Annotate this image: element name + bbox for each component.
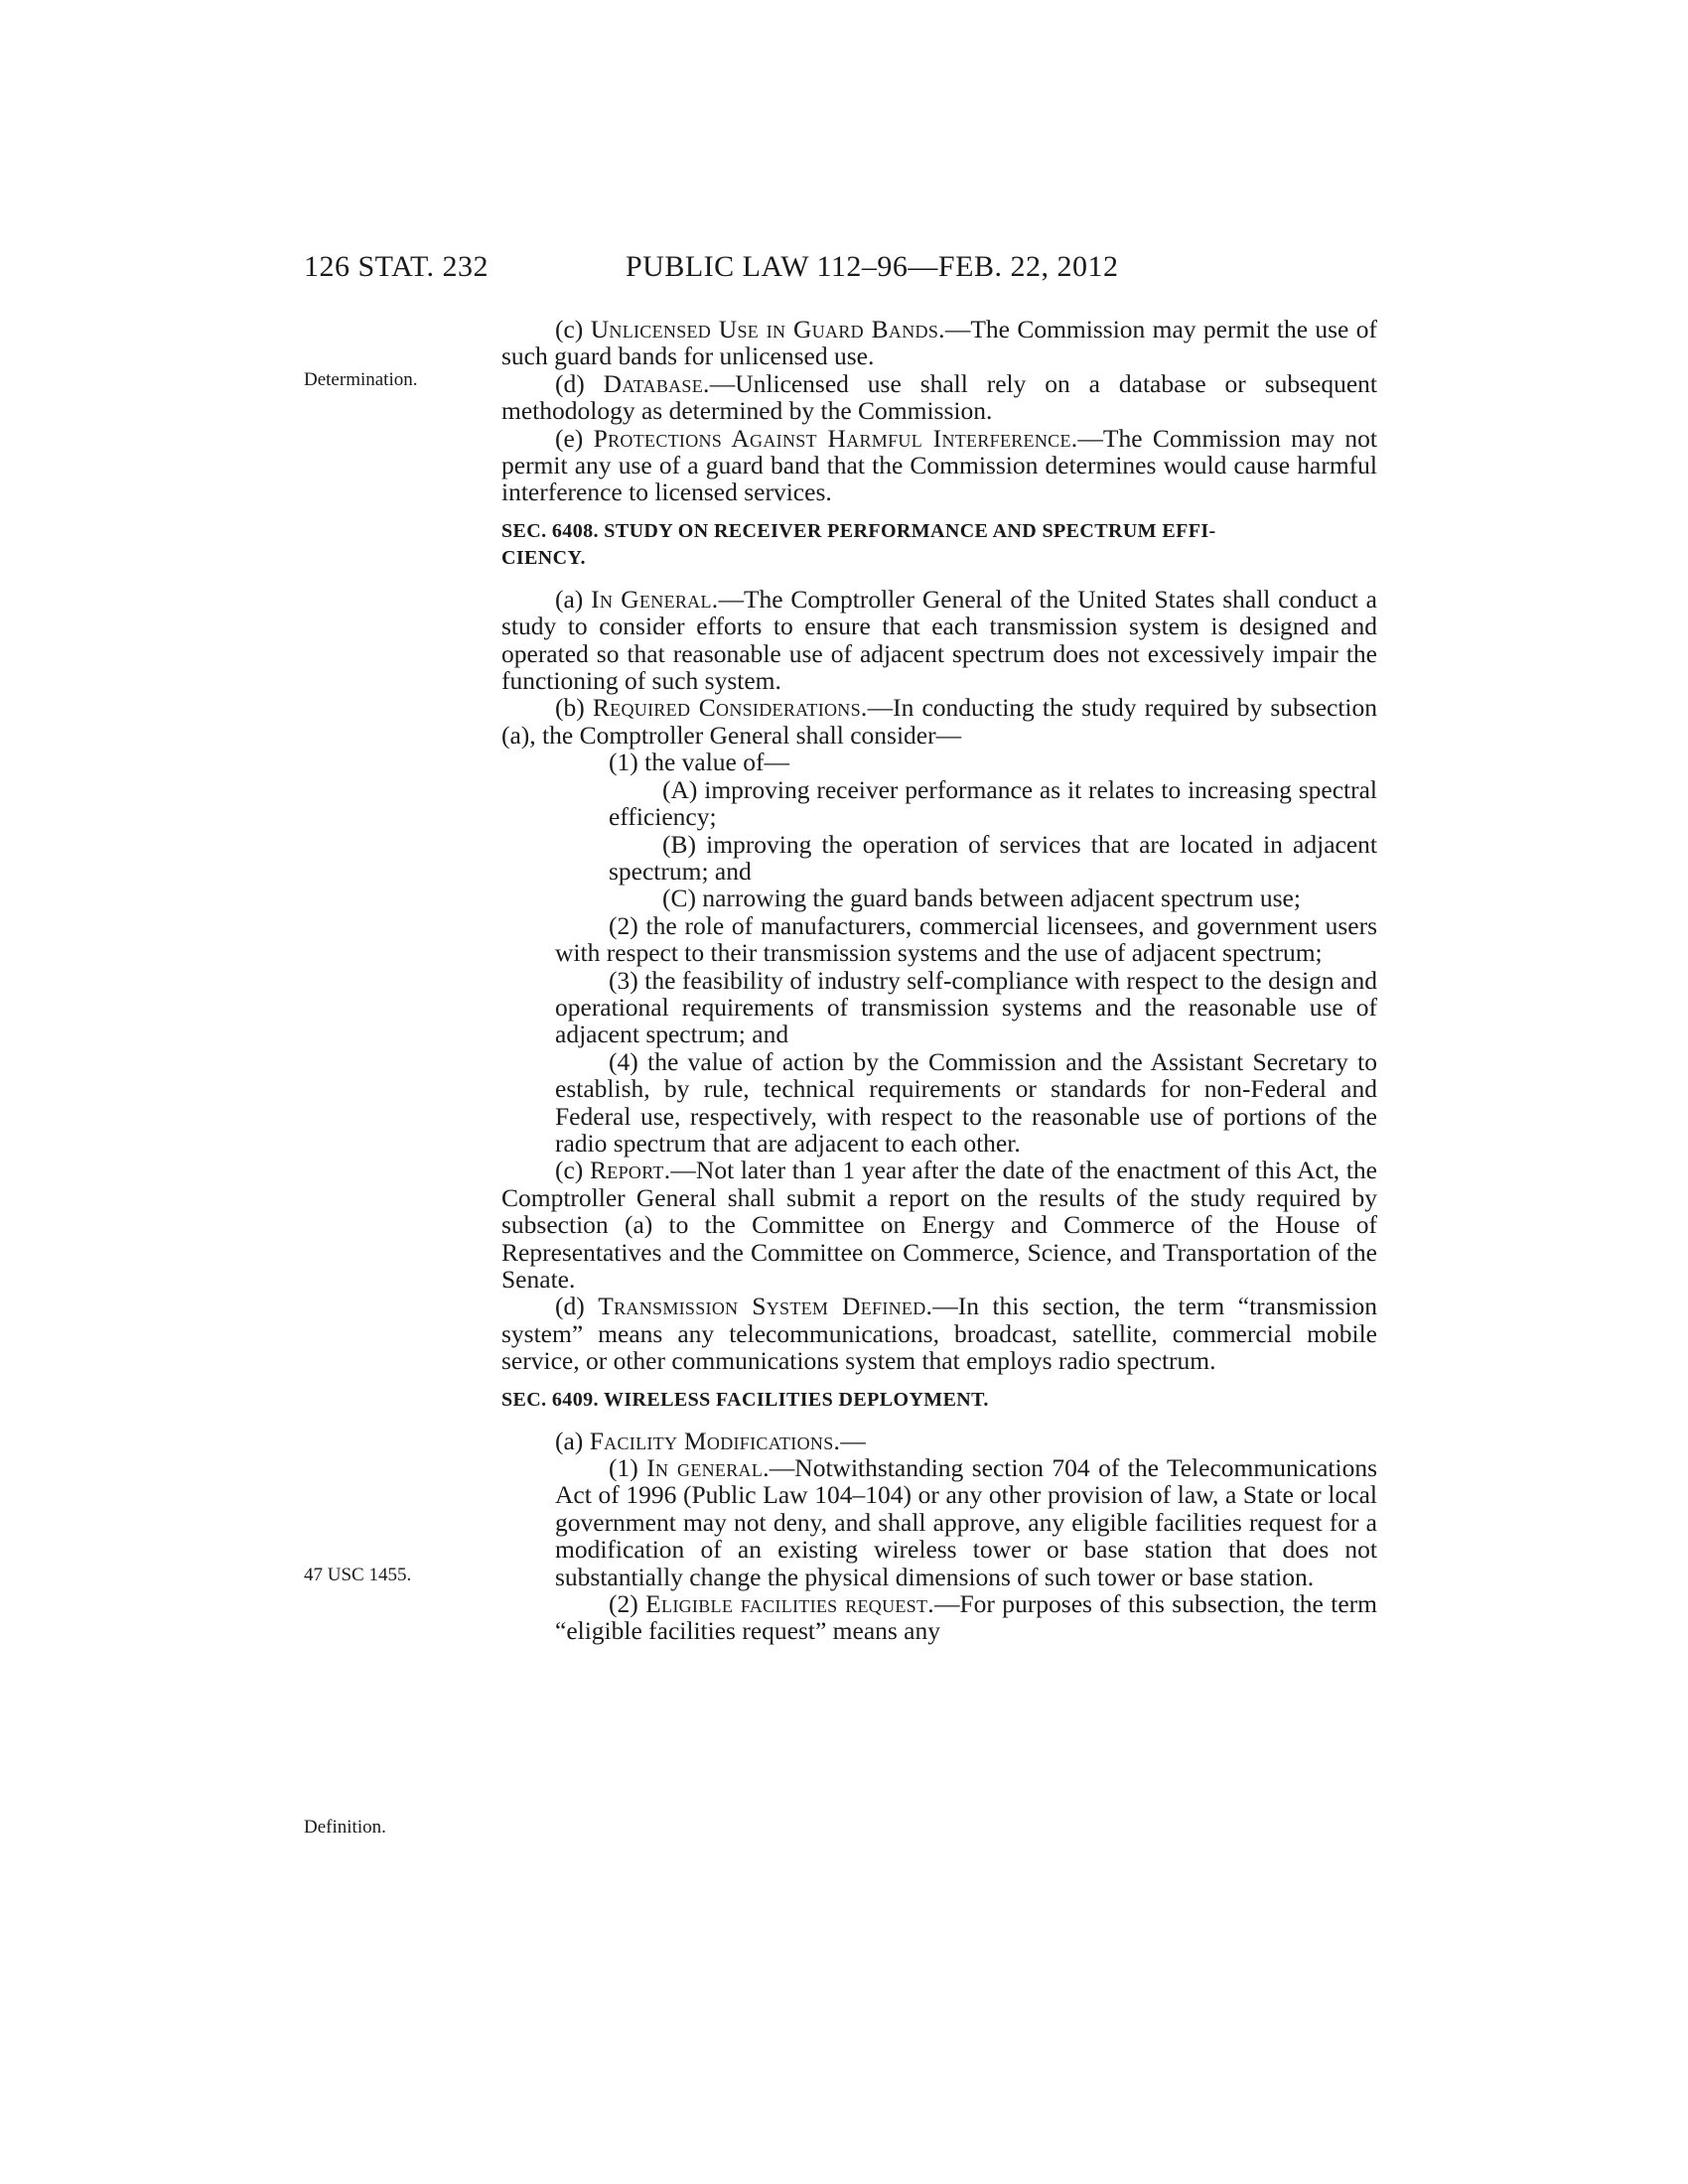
paragraph-6408-b1B: (B) improving the operation of services that are located in adjacent spectrum; and	[609, 829, 1377, 886]
section-heading-6409: SEC. 6409. WIRELESS FACILITIES DEPLOYMENT.	[501, 1388, 989, 1411]
paragraph-6408-d: (d) Transmission System Defined.—In this section, the term “transmission system” means any telecommunications, broadcast, satellite, commercial mobile service, or other communications system that employs radio spectrum.	[501, 1292, 1377, 1376]
main-text-column	[501, 316, 1377, 1645]
margin-note-definition: Definition.	[304, 1817, 386, 1838]
paragraph-6407-c: (c) Unlicensed Use in Guard Bands.—The Commission may permit the use of such guard bands for unlicensed use.	[501, 315, 1377, 371]
running-header-title: PUBLIC LAW 112–96—FEB. 22, 2012	[626, 250, 1119, 283]
margin-note-determination: Determination.	[304, 369, 418, 390]
paragraph-6409-a1: (1) In general.—Notwithstanding section 704 of the Telecommunications Act of 1996 (Public Law 104–104) or any other provision of law, a State or local government may not deny, and shall approve, any eligible facilities request for a modification of an existing wireless tower or base station that does not substantially change the physical dimensions of such tower or base station.	[555, 1453, 1378, 1591]
paragraph-6409-a: (a) Facility Modifications.—	[555, 1426, 866, 1455]
margin-note-usc: 47 USC 1455.	[304, 1565, 412, 1585]
paragraph-6408-b3: (3) the feasibility of industry self-compliance with respect to the design and operational requirements of transmission systems and the reasonable use of adjacent spectrum; and	[555, 965, 1377, 1049]
paragraph-6408-c: (c) Report.—Not later than 1 year after the date of the enactment of this Act, the Comptroller General shall submit a report on the results of the study required by subsection (a) to the Committee on Energy and Commerce of the House of Representatives and the Committee on Commerce, Science, and Transportation of the Senate.	[501, 1156, 1377, 1294]
paragraph-6408-b: (b) Required Considerations.—In conducting the study required by subsection (a), the Comptroller General shall consider—	[501, 693, 1377, 750]
paragraph-6408-b2: (2) the role of manufacturers, commercial licensees, and government users with respect to their transmission systems and the use of adjacent spectrum;	[555, 910, 1377, 968]
paragraph-6407-e: (e) Protections Against Harmful Interference.—The Commission may not permit any use of a guard band that the Commission determines would cause harmful interference to licensed services.	[501, 423, 1377, 507]
paragraph-6408-a: (a) In General.—The Comptroller General of the United States shall conduct a study to consider efforts to ensure that each transmission system is designed and operated so that reasonable use of adjacent spectrum does not excessively impair the functioning of such system.	[501, 584, 1377, 696]
paragraph-6409-a2: (2) Eligible facilities request.—For purposes of this subsection, the term “eligible facilities request” means any	[555, 1589, 1378, 1646]
paragraph-6408-b1: (1) the value of—	[609, 748, 789, 777]
paragraph-6407-d: (d) Database.—Unlicensed use shall rely on a database or subsequent methodology as determined by the Commission.	[501, 368, 1378, 426]
paragraph-6408-b4: (4) the value of action by the Commission and the Assistant Secretary to establish, by rule, technical requirements or standards for non-Federal and Federal use, respectively, with respect to the reasonable use of portions of the radio spectrum that are adjacent to each other.	[555, 1046, 1377, 1158]
stat-reference: 126 STAT. 232	[304, 250, 490, 283]
paragraph-6408-b1C: (C) narrowing the guard bands between adjacent spectrum use;	[662, 884, 1301, 913]
section-heading-6408: SEC. 6408. STUDY ON RECEIVER PERFORMANCE AND SPECTRUM EFFI- CIENCY.	[501, 519, 1216, 569]
paragraph-6408-b1A: (A) improving receiver performance as it relates to increasing spectral efficiency;	[609, 774, 1377, 832]
